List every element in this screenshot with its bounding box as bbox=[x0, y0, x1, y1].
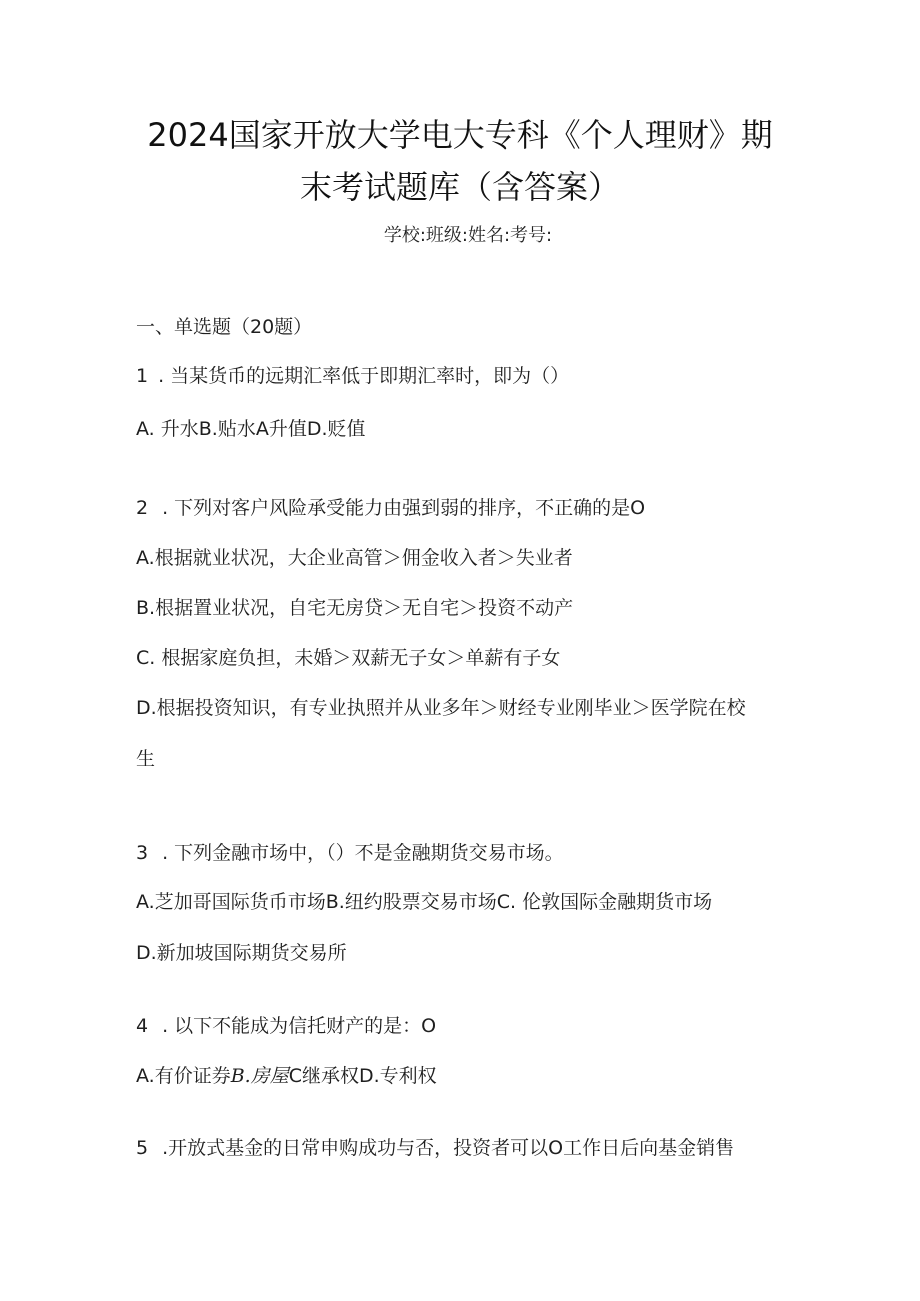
question-4-stem bbox=[136, 1013, 436, 1039]
question-text: . 下列对客户风险承受能力由强到弱的排序，不正确的是O bbox=[162, 497, 646, 519]
question-3-stem bbox=[136, 840, 564, 866]
question-2-option-d: D.根据投资知识，有专业执照并从业多年＞财经专业刚毕业＞医学院在校 bbox=[136, 697, 746, 719]
question-2-option-b: B.根据置业状况，自宅无房贷＞无自宅＞投资不动产 bbox=[136, 597, 574, 619]
question-5-stem bbox=[136, 1135, 734, 1161]
question-number: 5 bbox=[136, 1137, 149, 1159]
question-text: .开放式基金的日常申购成功与否，投资者可以O工作日后向基金销售 bbox=[162, 1137, 735, 1159]
question-text: . 下列金融市场中，（）不是金融期货交易市场。 bbox=[162, 842, 564, 864]
option-text: C继承权D.专利权 bbox=[288, 1065, 437, 1087]
student-info-line: 学校:班级:姓名:考号: bbox=[383, 225, 553, 246]
question-4-options bbox=[136, 1063, 437, 1089]
document-title-line-2: 末考试题库（含答案） bbox=[299, 168, 620, 206]
question-3-options-abc: A.芝加哥国际货币市场B.纽约股票交易市场C. 伦敦国际金融期货市场 bbox=[136, 891, 713, 913]
question-number: 2 bbox=[136, 497, 149, 519]
question-text: . 当某货币的远期汇率低于即期汇率时，即为（） bbox=[158, 365, 570, 387]
question-2-option-d-continued: 生 bbox=[136, 748, 156, 770]
question-1-options: A. 升水B.贴水A升值D.贬值 bbox=[136, 418, 366, 440]
option-text-italic: B.房屋 bbox=[230, 1065, 289, 1087]
question-2-option-a: A.根据就业状况，大企业高管＞佣金收入者＞失业者 bbox=[136, 547, 573, 569]
option-text: A.有价证券 bbox=[136, 1065, 231, 1087]
question-2-stem bbox=[136, 495, 645, 521]
question-number: 3 bbox=[136, 842, 149, 864]
section-heading: 一、单选题（20题） bbox=[136, 316, 313, 338]
question-3-option-d: D.新加坡国际期货交易所 bbox=[136, 942, 347, 964]
question-2-option-c: C. 根据家庭负担，未婚＞双薪无子女＞单薪有子女 bbox=[136, 647, 561, 669]
question-1-stem bbox=[136, 363, 569, 389]
question-number: 4 bbox=[136, 1015, 149, 1037]
question-number: 1 bbox=[136, 365, 149, 387]
question-text: . 以下不能成为信托财产的是：O bbox=[162, 1015, 437, 1037]
document-title-line-1: 2024国家开放大学电大专科《个人理财》期 bbox=[147, 116, 773, 154]
